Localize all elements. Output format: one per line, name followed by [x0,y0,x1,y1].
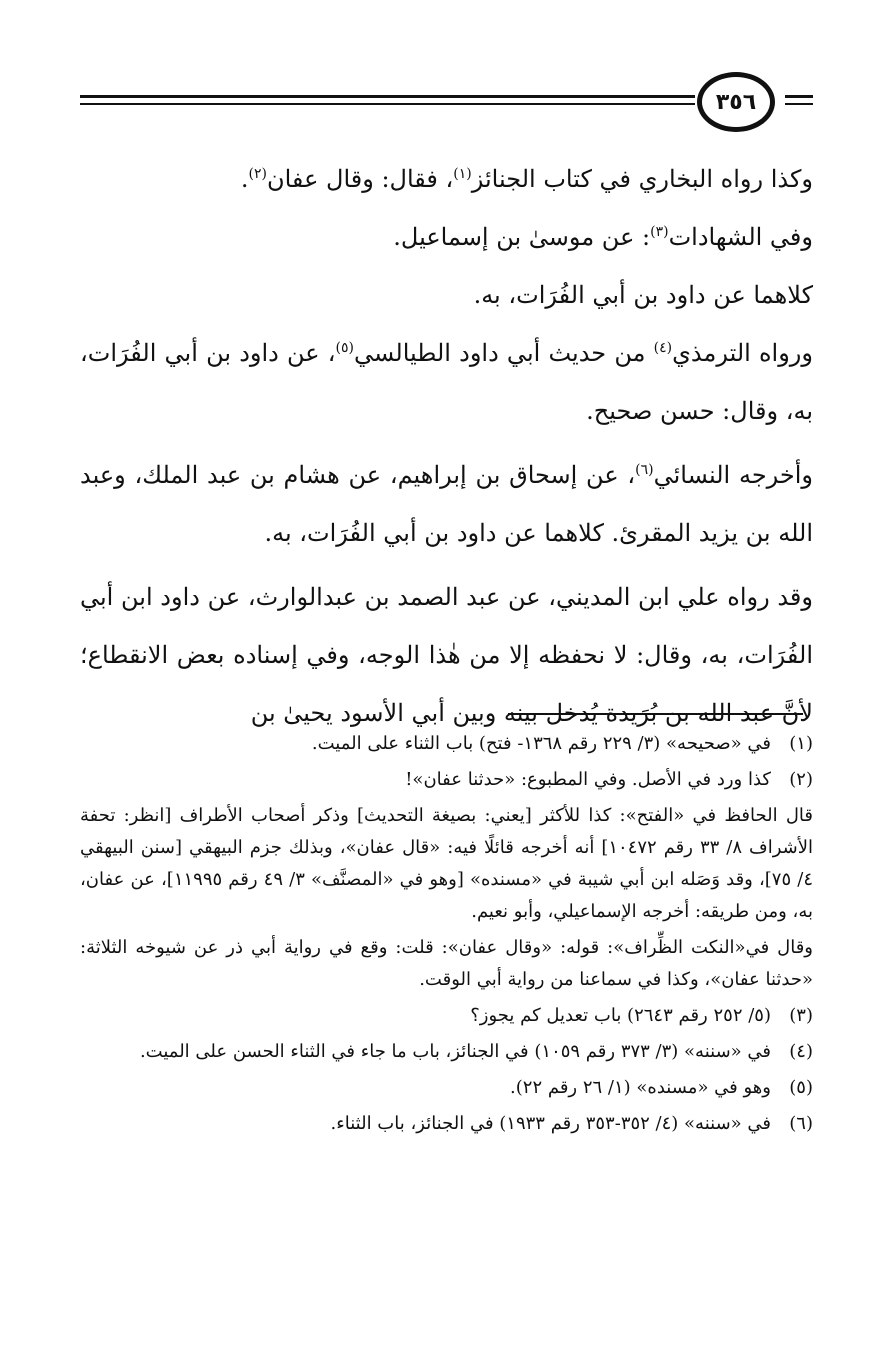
footnote-ref[interactable]: (٥) [335,340,354,356]
footnote [80,764,813,796]
footnote-text: في «سننه» (٣/ ٣٧٣ رقم ١٠٥٩) في الجنائز، باب ما جاء في الثناء الحسن على الميت. [139,1041,771,1062]
footnote-ref[interactable]: (٤) [653,340,673,356]
footnote-number: (٣) [789,1005,813,1026]
footnote-text: (٥/ ٢٥٢ رقم ٢٦٤٣) باب تعديل كم يجوز؟ [470,1005,771,1026]
page-number-badge [697,72,775,132]
paragraph: وأخرجه النسائي$^{(٦)}$، عن إسحاق بن إبراهيم، عن هشام بن عبد الملك، وعبد الله بن يزيد المقرئ. كلاهما عن داود بن أبي الفُرَات، به. [80,461,813,547]
footnote-text: في «صحيحه» (٣/ ٢٢٩ رقم ١٣٦٨- فتح) باب الثناء على الميت. [311,733,771,754]
footnote [80,1072,813,1104]
page-number: ٣٥٦ [715,89,757,115]
footnote-number: (٢) [789,769,813,790]
footnotes [80,728,813,1144]
footnote-number: (٤) [789,1041,813,1062]
paragraph: وكذا رواه البخاري في كتاب الجنائز$^{(١)}$، فقال: وقال عفان$^{(٢)}$. [240,165,813,193]
header-rule [80,103,695,105]
header-rule [785,103,813,105]
paragraph: وقد رواه علي ابن المديني، عن عبد الصمد بن عبدالوارث، عن داود ابن أبي الفُرَات، به، وقال: لا نحفظه إلا من هٰذا الوجه، وفي إسناده بعض الانقطاع؛ لأنَّ عبد الله بن بُرَيدة يُدخل بينه وبين أبي الأسود يحيىٰ بن [80,583,813,727]
footnote-ref[interactable]: (٦) [635,462,654,478]
paragraph: ورواه الترمذي$^{(٤)}$ من حديث أبي داود الطيالسي$^{(٥)}$، عن داود بن أبي الفُرَات، به، وقال: حسن صحيح. [80,339,813,425]
paragraph: وفي الشهادات$^{(٣)}$: عن موسىٰ بن إسماعيل. [393,223,813,251]
footnote-text: في «سننه» (٤/ ٣٥٢-٣٥٣ رقم ١٩٣٣) في الجنائز، باب الثناء. [330,1113,771,1134]
footnote-text: وهو في «مسنده» (١/ ٢٦ رقم ٢٢). [510,1077,771,1098]
footnote-paragraph: وقال في«النكت الظِّراف»: قوله: «وقال عفان»: قلت: وقع في رواية أبي ذر عن شيوخه الثلاثة: «حدثنا عفان»، وكذا في سماعنا من رواية أبي الوقت. [80,937,813,990]
main-text [80,150,813,742]
paragraph: كلاهما عن داود بن أبي الفُرَات، به. [473,281,813,309]
footnote-number: (٦) [789,1113,813,1134]
page-header [80,70,813,136]
header-rule [785,95,813,98]
footnote [80,1000,813,1032]
footnote-ref[interactable]: (٢) [248,166,267,182]
footnote-number: (٥) [789,1077,813,1098]
footnote [80,1036,813,1068]
footnote-number: (١) [789,733,813,754]
footnote-text: كذا ورد في الأصل. وفي المطبوع: «حدثنا عفان»! [405,769,771,790]
header-rule [80,95,695,98]
footnote-ref[interactable]: (١) [453,166,472,182]
footnote-separator [508,713,803,715]
footnote-paragraph: قال الحافظ في «الفتح»: كذا للأكثر [يعني: بصيغة التحديث] وذكر أصحاب الأطراف [انظر: تحفة الأشراف ٨/ ٣٣ رقم ١٠٤٧٢] أنه أخرجه قائلًا فيه: «قال عفان»، وبذلك جزم البيهقي [سنن البيهقي ٤/ ٧٥]، وقد وَصَله ابن أبي شيبة في «مسنده» [وهو في «المصنَّف» ٣/ ٤٩ رقم ١١٩٩٥]، عن عفان، به، ومن طريقه: أخرجه الإسماعيلي، وأبو نعيم. [80,805,813,922]
footnote [80,1108,813,1140]
footnote [80,728,813,760]
footnote-ref[interactable]: (٣) [650,224,669,240]
